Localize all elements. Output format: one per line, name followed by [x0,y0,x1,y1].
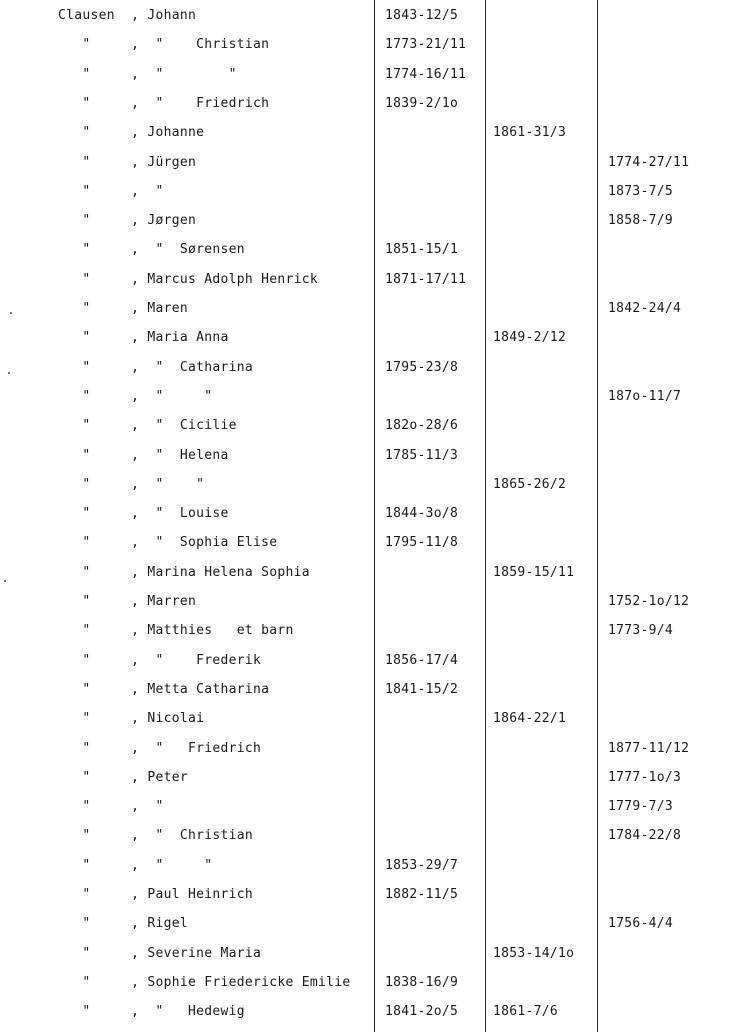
birth-date: 1856-17/4 [385,653,459,668]
marriage-date: 1861-7/6 [493,1004,559,1019]
birth-date: 182o-28/6 [385,418,459,433]
faint-pencil-mark [150,320,161,330]
birth-date: 1843-12/5 [385,8,459,23]
death-date: 1873-7/5 [608,184,674,199]
person-name: " , Severine Maria [58,946,262,961]
column-divider-marriage [485,0,486,1032]
person-name: " , Matthies et barn [58,623,294,638]
person-name: " , " Sophia Elise [58,535,278,550]
person-name: " , " Louise [58,506,229,521]
person-name: " , Metta Catharina [58,682,270,697]
marriage-date: 1865-26/2 [493,477,567,492]
birth-date: 1844-3o/8 [385,506,459,521]
death-date: 1877-11/12 [608,741,690,756]
person-name: " , " Christian [58,828,254,843]
person-name: " , Nicolai [58,711,205,726]
person-name: " , Jürgen [58,155,197,170]
page-speck [8,372,10,374]
marriage-date: 1859-15/11 [493,565,575,580]
birth-date: 1795-11/8 [385,535,459,550]
person-name: " , " Hedewig [58,1004,245,1019]
birth-date: 1838-16/9 [385,975,459,990]
death-date: 1777-1o/3 [608,770,682,785]
birth-date: 1871-17/11 [385,272,467,287]
marriage-date: 1861-31/3 [493,125,567,140]
page-speck [10,312,12,314]
death-date: 1858-7/9 [608,213,674,228]
column-divider-death [597,0,598,1032]
person-name: " , " [58,184,164,199]
person-name: " , " Frederik [58,653,262,668]
person-name: " , " Catharina [58,360,254,375]
column-divider-birth [374,0,375,1032]
page-speck [4,580,6,582]
person-name: " , " Friedrich [58,741,262,756]
person-name: " , Marren [58,594,197,609]
person-name: " , Jørgen [58,213,197,228]
birth-date: 1851-15/1 [385,242,459,257]
death-date: 1756-4/4 [608,916,674,931]
birth-date: 1841-2o/5 [385,1004,459,1019]
person-name: Clausen , Johann [58,8,197,23]
birth-date: 1774-16/11 [385,67,467,82]
person-name: " , Johanne [58,125,205,140]
person-name: " , Rigel [58,916,189,931]
birth-date: 1841-15/2 [385,682,459,697]
person-name: " , Marina Helena Sophia [58,565,310,580]
person-name: " , Marcus Adolph Henrick [58,272,319,287]
birth-date: 1773-21/11 [385,37,467,52]
person-name: " , " " [58,67,237,82]
person-name: " , Peter [58,770,189,785]
person-name: " , Maren [58,301,189,316]
person-name: " , " " [58,389,213,404]
birth-date: 1795-23/8 [385,360,459,375]
person-name: " , Sophie Friedericke Emilie [58,975,351,990]
marriage-date: 1849-2/12 [493,330,567,345]
death-date: 187o-11/7 [608,389,682,404]
person-name: " , " Christian [58,37,270,52]
marriage-date: 1864-22/1 [493,711,567,726]
person-name: " , " Sørensen [58,242,245,257]
death-date: 1773-9/4 [608,623,674,638]
birth-date: 1853-29/7 [385,858,459,873]
birth-date: 1839-2/1o [385,96,459,111]
death-date: 1774-27/11 [608,155,690,170]
birth-date: 1882-11/5 [385,887,459,902]
person-name: " , " " [58,477,205,492]
person-name: " , " Helena [58,448,229,463]
person-name: " , Paul Heinrich [58,887,254,902]
person-name: " , " Friedrich [58,96,270,111]
person-name: " , " [58,799,164,814]
person-name: " , " " [58,858,213,873]
death-date: 1752-1o/12 [608,594,690,609]
person-name: " , " Cicilie [58,418,237,433]
death-date: 1842-24/4 [608,301,682,316]
death-date: 1784-22/8 [608,828,682,843]
marriage-date: 1853-14/1o [493,946,575,961]
birth-date: 1785-11/3 [385,448,459,463]
person-name: " , Maria Anna [58,330,229,345]
death-date: 1779-7/3 [608,799,674,814]
